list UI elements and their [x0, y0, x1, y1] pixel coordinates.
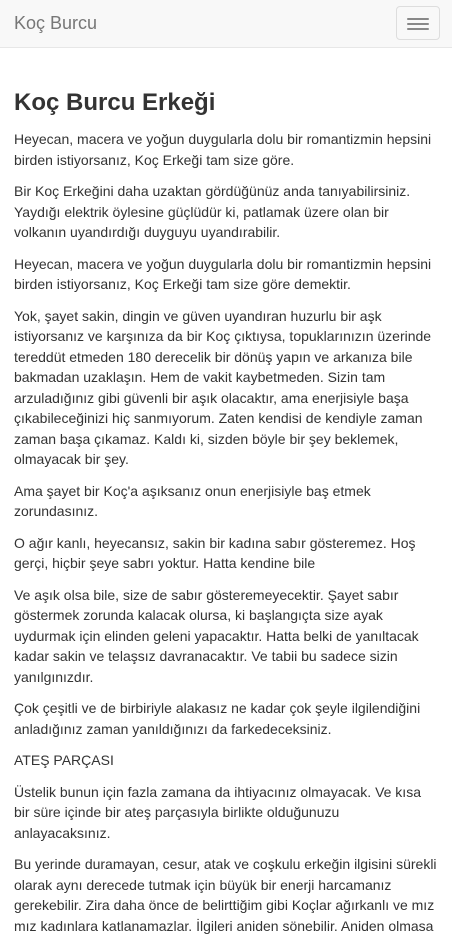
article-paragraph: Heyecan, macera ve yoğun duygularla dolu bir romantizmin hepsini birden istiyorsanız, Koç Erkeği tam size göre demektir. [14, 255, 432, 292]
article-paragraph: Üstelik bunun için fazla zamana da ihtiyacınız olmayacak. Ve kısa bir süre içinde bir ateş parçasıyla birlikte olduğunuzu anlayacaksınız. [14, 783, 421, 841]
article-paragraph: Heyecan, macera ve yoğun duygularla dolu bir romantizmin hepsini birden istiyorsanız, Koç Erkeği tam size göre. [14, 131, 432, 168]
navbar [0, 0, 452, 48]
article-paragraph: Bir Koç Erkeğini daha uzaktan gördüğünüz anda tanıyabilirsiniz. Yaydığı elektrik öylesine güçlüdür ki, patlamak üzere olan bir volkanın uyandırdığı duyguyu uyandırabilir. [14, 183, 411, 240]
hamburger-bar [407, 18, 429, 20]
hamburger-bar [407, 23, 429, 25]
navbar-brand[interactable]: Koç Burcu [14, 13, 98, 33]
article-content [0, 88, 452, 936]
section-heading-ates-parcasi: ATEŞ PARÇASI [14, 752, 114, 768]
article-title: Koç Burcu Erkeği [14, 89, 216, 116]
article-paragraph: Ama şayet bir Koç'a aşıksanız onun enerjisiyle baş etmek zorundasınız. [14, 482, 371, 519]
article-paragraph: Çok çeşitli ve de birbiriyle alakasız ne kadar çok şeyle ilgilendiğini anladığınız zaman yanıldığınızı da farkedeceksiniz. [14, 700, 421, 737]
hamburger-bar [407, 28, 429, 30]
article-paragraph: O ağır kanlı, heyecansız, sakin bir kadına sabır gösteremez. Hoş gerçi, hiçbir şeye sabrı yoktur. Hatta kendine bile [14, 534, 416, 571]
article-paragraph: Ve aşık olsa bile, size de sabır gösteremeyecektir. Şayet sabır göstermek zorunda kalacak olursa, ki başlangıçta size ayak uydurmak için elinden geleni yapacaktır. Hatta belki de yanıltacak kadar sakin ve telaşsız davranacaktır. Ve tabii bu sadece sizin yanılgınızdır. [14, 586, 419, 685]
article-paragraph: Yok, şayet sakin, dingin ve güven uyandıran huzurlu bir aşk istiyorsanız ve karşınıza da bir Koç çıktıysa, topuklarınızın üzerinde tereddüt etmeden 180 derecelik bir dönüş yapın ve arkanıza bile bakmadan uzaklaşın. Hem de vakit kaybetmeden. Sizin tam arzuladığınız gibi güvenli bir aşık olacaktır, ama enerjisiyle başa çıkabileceğinizi hiç sanmıyorum. Zaten kendisi de kendiyle zaman zaman başa çıkamaz. Kaldı ki, sizden böyle bir şey beklemek, olmayacak bir şey. [14, 307, 432, 467]
article-paragraph: Bu yerinde duramayan, cesur, atak ve coşkulu erkeğin ilgisini sürekli olarak aynı derecede tutmak için büyük bir enerji harcamanız gerekebilir. Zira daha önce de belirttiğim gibi Koçlar ağırkanlı ve mız mız kadınlara katlanamazlar. İlgileri aniden sönebilir. Aniden olmasa [14, 856, 437, 934]
navbar-toggle-button[interactable] [396, 6, 440, 40]
